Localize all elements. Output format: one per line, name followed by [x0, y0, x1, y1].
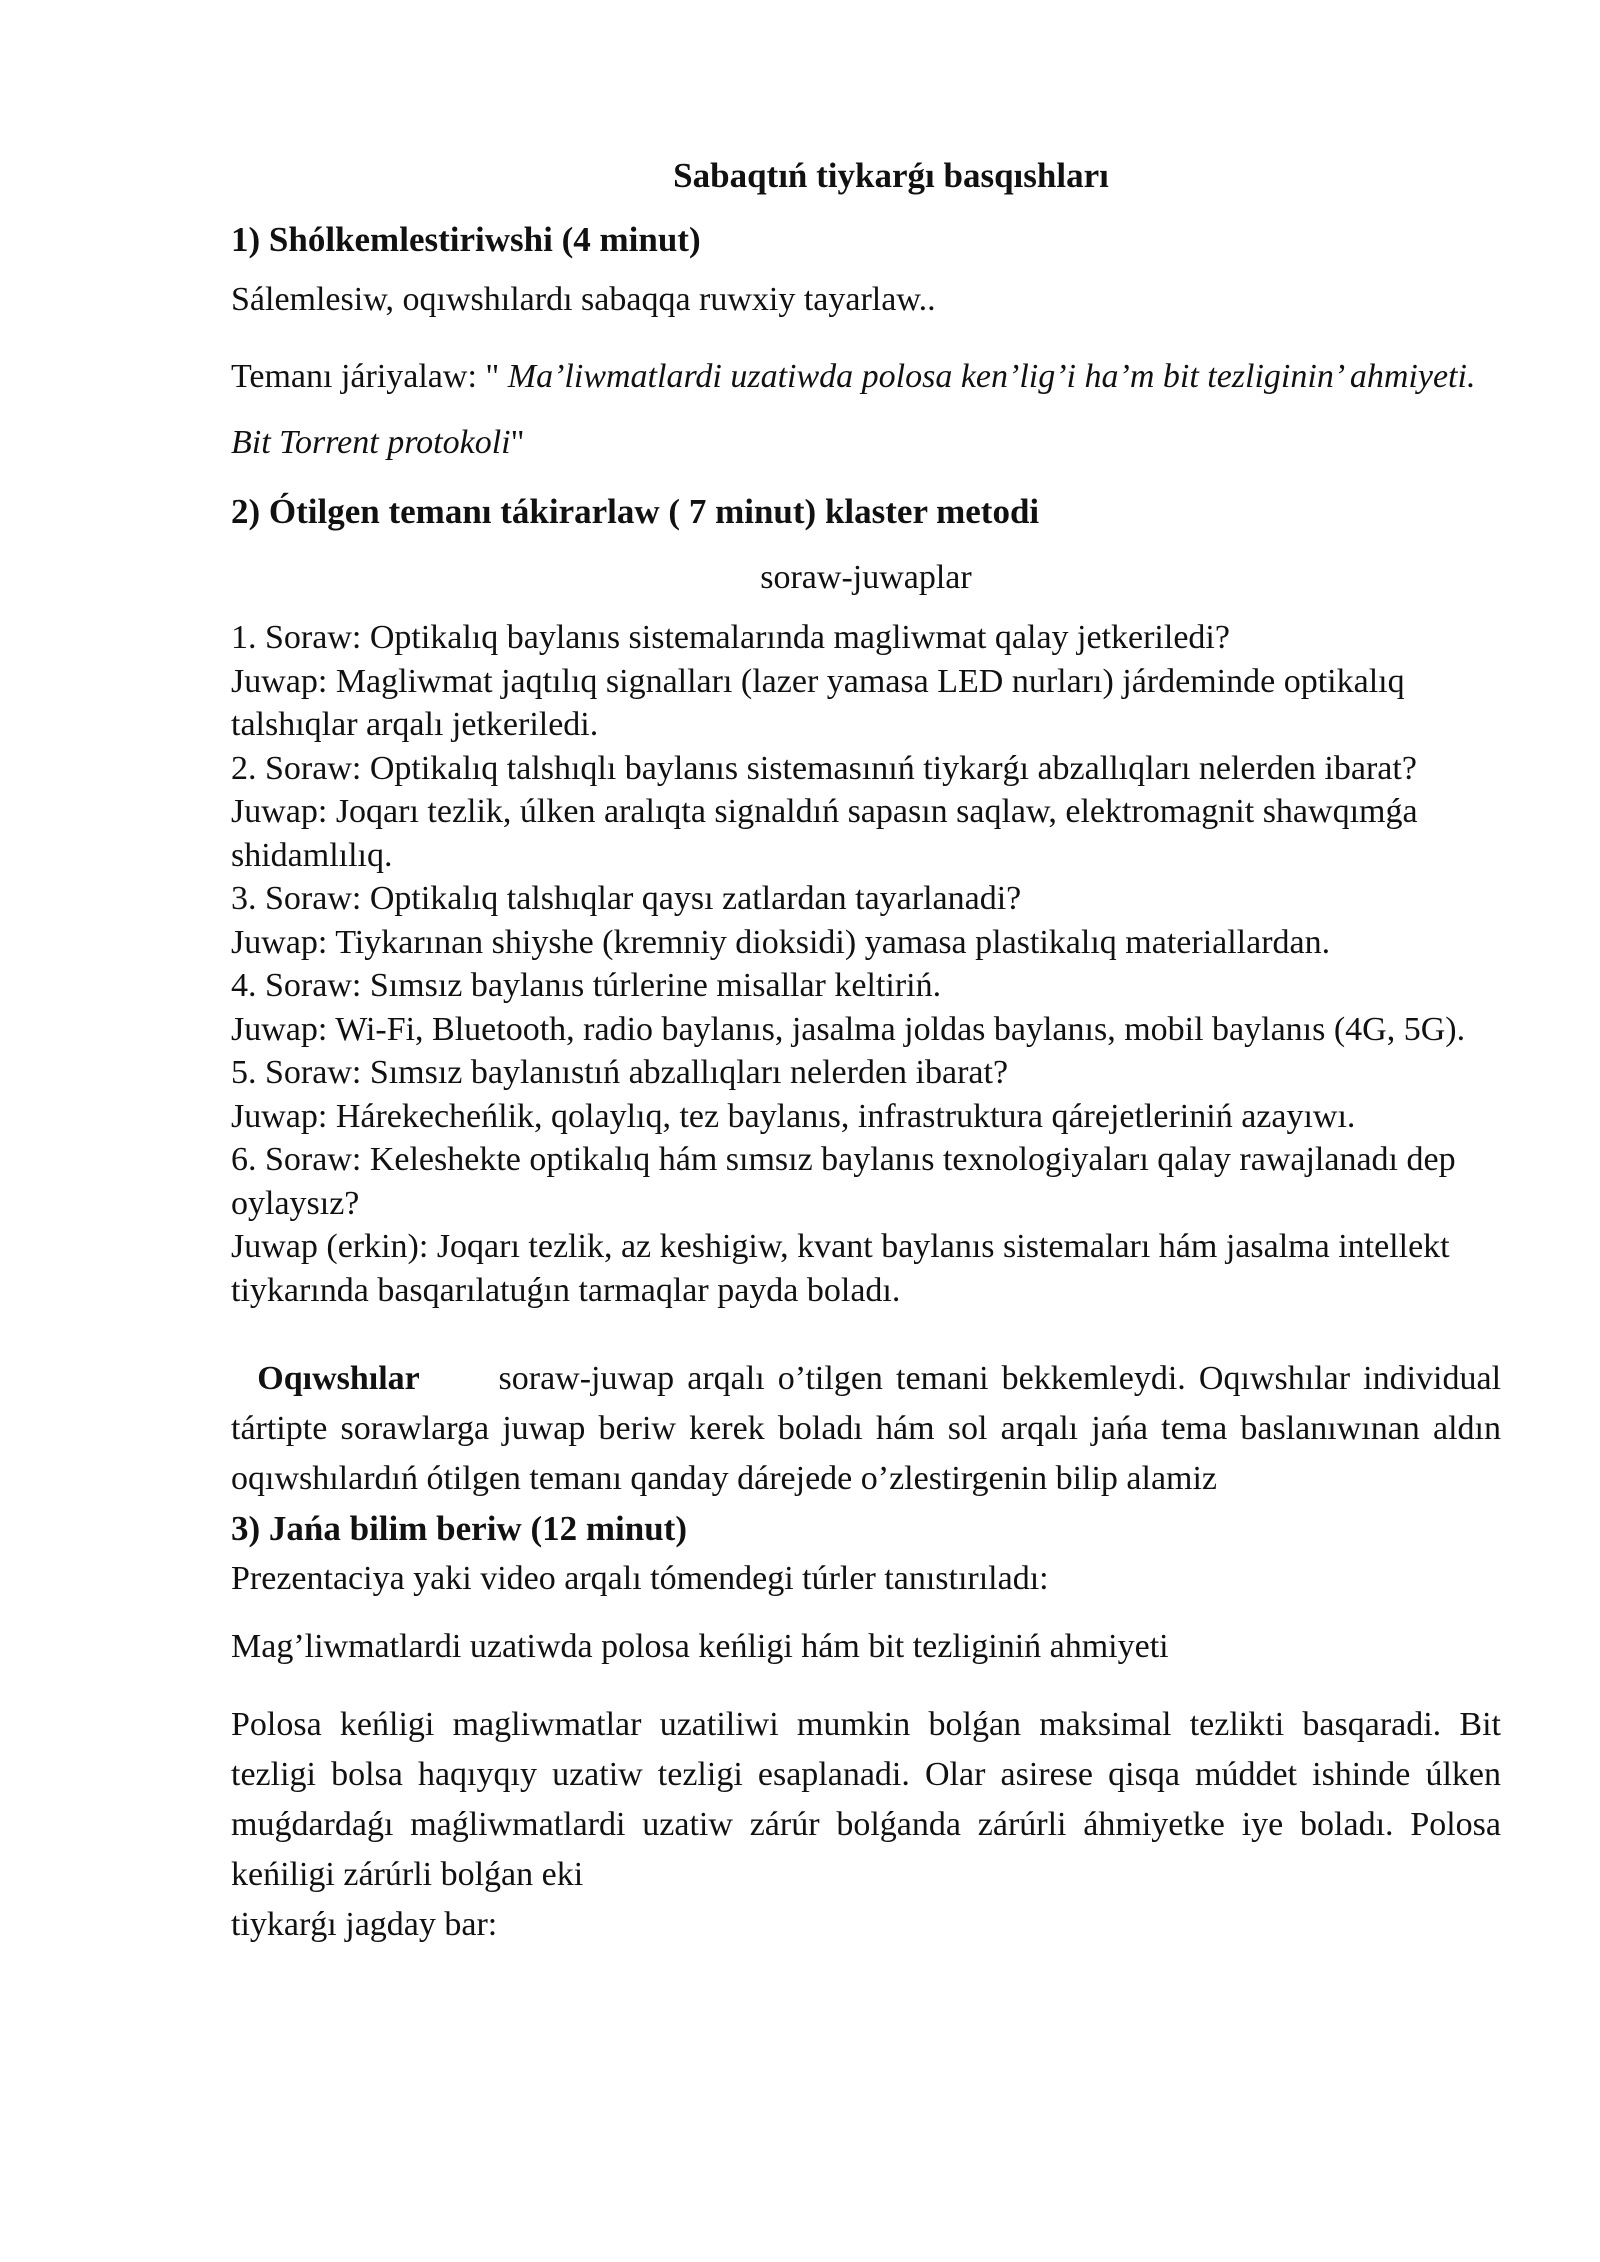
qa-line: Juwap: Hárekecheńlik, qolaylıq, tez baylanıs, infrastruktura qárejetleriniń azayıwı.: [231, 1097, 1356, 1135]
qa-line: Juwap: Joqarı tezlik, úlken aralıqta signaldıń sapasın saqlaw, elektromagnit shawqımǵa shidamlılıq.: [231, 793, 1418, 874]
section-3-subtopic: Mag’liwmatlardi uzatiwda polosa keńligi hám bit tezliginiń ahmiyeti: [231, 1628, 1169, 1665]
students-label: Oqıwshılar: [257, 1360, 420, 1397]
qa-line: 5. Soraw: Sımsız baylanıstıń abzallıqları nelerden ibarat?: [231, 1054, 1009, 1091]
section-3-body: Polosa keńligi magliwmatlar uzatiliwi mumkin bolǵan maksimal tezlikti basqaradi. Bit tezligi bolsa haqıyqıy uzatiw tezligi esaplanadi. Olar asirese qisqa múddet ishinde úlken muǵdardaǵı maǵliwmatlardi uzatiw zárúr bolǵanda zárúrli áhmiyetke iye boladı. Polosa keńiligi zárúrli bolǵan eki: [231, 1706, 1501, 1893]
greeting-text: Sálemlesiw, oqıwshılardı sabaqqa ruwxiy tayarlaw..: [231, 281, 936, 318]
qa-line: 6. Soraw: Keleshekte optikalıq hám sımsız baylanıs texnologiyaları qalay rawajlanadı dep oylaysız?: [231, 1141, 1456, 1222]
document-content: [231, 148, 1501, 1950]
spacer: [231, 1672, 1501, 1700]
qa-line: 3. Soraw: Optikalıq talshıqlar qaysı zatlardan tayarlanadi?: [231, 880, 1022, 917]
section-3-body-end: tiykarǵı jagday bar:: [231, 1906, 498, 1943]
qa-subheading: soraw-juwaplar: [760, 559, 972, 596]
topic-prefix: Temanı járiyalaw: ": [231, 358, 508, 395]
page-title: Sabaqtıń tiykarǵı basqıshları: [673, 156, 1109, 195]
students-text: soraw-juwap arqalı o’tilgen temani bekkemleydi. Oqıwshılar individual tártipte sorawlarga juwap beriw kerek boladı hám sol arqalı jańa tema baslanıwınan aldın oqıwshılardıń ótilgen temanı qanday dárejede o’zlestirgenin bilip alamiz: [231, 1360, 1502, 1497]
qa-list: [231, 616, 1501, 1312]
topic-suffix: ": [510, 424, 525, 461]
qa-line: Juwap: Wi-Fi, Bluetooth, radio baylanıs, jasalma joldas baylanıs, mobil baylanıs (4G, 5G).: [231, 1010, 1466, 1048]
section-3-heading: 3) Jańa bilim beriw (12 minut): [231, 1509, 687, 1548]
section-2-heading: 2) Ótilgen temanı tákirarlaw ( 7 minut) klaster metodi: [231, 492, 1040, 531]
qa-line: 4. Soraw: Sımsız baylanıs túrlerine misallar keltiriń.: [231, 967, 942, 1004]
qa-line: Juwap: Tiykarınan shiyshe (kremniy dioksidi) yamasa plastikalıq materiallardan.: [231, 923, 1331, 961]
qa-line: 2. Soraw: Optikalıq talshıqlı baylanıs sistemasınıń tiykarǵı abzallıqları nelerden ibarat?: [231, 749, 1417, 787]
spacer: [231, 1604, 1501, 1622]
section-3-intro: Prezentaciya yaki video arqalı tómendegi túrler tanıstırıladı:: [231, 1560, 1049, 1597]
section-1-heading: 1) Shólkemlestiriwshi (4 minut): [231, 220, 701, 259]
qa-line: Juwap (erkin): Joqarı tezlik, az keshigiw, kvant baylanıs sistemaları hám jasalma intellekt tiykarında basqarılatuǵın tarmaqlar payda boladı.: [231, 1228, 1450, 1309]
qa-line: Juwap: Magliwmat jaqtılıq signalları (lazer yamasa LED nurları) járdeminde optikalıq talshıqlar arqalı jetkeriledi.: [231, 662, 1405, 743]
qa-line: 1. Soraw: Optikalıq baylanıs sistemalarında magliwmat qalay jetkeriledi?: [231, 619, 1230, 656]
topic-title: Ma’liwmatlardi uzatiwda polosa ken’lig’i ha’m bit tezliginin’ ahmiyeti. Bit Torrent protokoli: [231, 358, 1476, 461]
topic-announcement: [231, 344, 1501, 476]
students-paragraph: [231, 1354, 1501, 1504]
